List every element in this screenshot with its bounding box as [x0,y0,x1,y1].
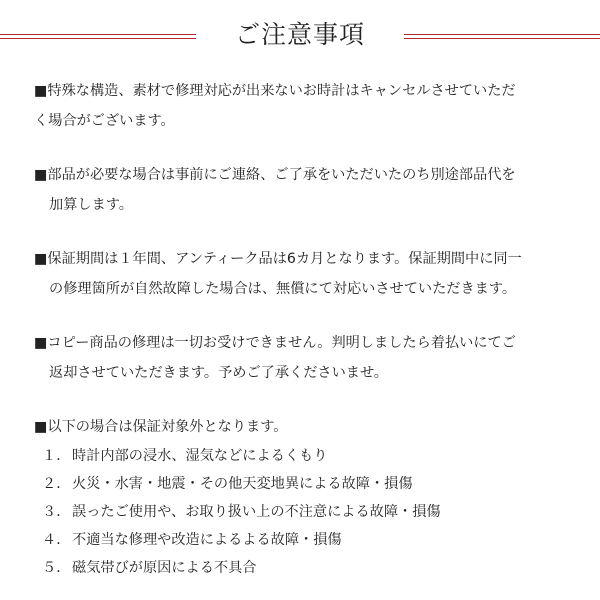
notice-content [34,76,582,582]
list-item [34,498,582,526]
list-item-number: ３． [42,504,71,520]
page-title: ご注意事項 [234,20,365,49]
rule-line [0,38,196,39]
list-item-text: 時計内部の浸水、湿気などによるくもり [72,448,328,464]
notice-line: ■コピー商品の修理は一切お受けできません。判明しましたら着払いにてご [34,335,516,351]
list-item-text: 不適当な修理や改造によるよる故障・損傷 [72,532,342,548]
list-item [34,526,582,554]
decorative-rule-left [0,34,196,39]
notice-line: 返却させていただきます。予めご了承くださいませ。 [49,365,388,381]
notice-line: く場合がございます。 [34,113,175,129]
list-item-number: ４． [42,532,71,548]
notice-exclusions [34,412,582,582]
notice-copy [34,328,582,388]
notice-warranty [34,244,582,304]
header [0,0,600,74]
list-item [34,470,582,498]
exclusions-heading: ■以下の場合は保証対象外となります。 [34,419,288,435]
notice-line: の修理箇所が自然故障した場合は、無償にて対応いさせていただきます。 [49,281,517,297]
notice-parts [34,160,582,220]
notice-line: ■部品が必要な場合は事前にご連絡、ご了承をいただいたのち別途部品代を [34,167,516,183]
notice-line: ■特殊な構造、素材で修理対応が出来ないお時計はキャンセルさせていただ [34,83,516,99]
notice-line: ■保証期間は１年間、アンティーク品は6カ月となります。保証期間中に同一 [34,251,522,267]
notice-cancel [34,76,582,136]
rule-line [404,34,600,35]
list-item [34,554,582,582]
list-item-number: ５． [42,560,71,576]
list-item-text: 火災・水害・地震・その他天変地異による故障・損傷 [72,476,413,492]
list-item-text: 磁気帯びが原因による不具合 [72,560,257,576]
rule-line [0,34,196,35]
list-item-text: 誤ったご使用や、お取り扱い上の不注意による故障・損傷 [72,504,441,520]
exclusions-list [34,442,582,582]
decorative-rule-right [404,34,600,39]
notice-line: 加算します。 [49,197,133,213]
list-item [34,442,582,470]
list-item-number: ２． [42,476,71,492]
rule-line [404,38,600,39]
list-item-number: １． [42,448,71,464]
